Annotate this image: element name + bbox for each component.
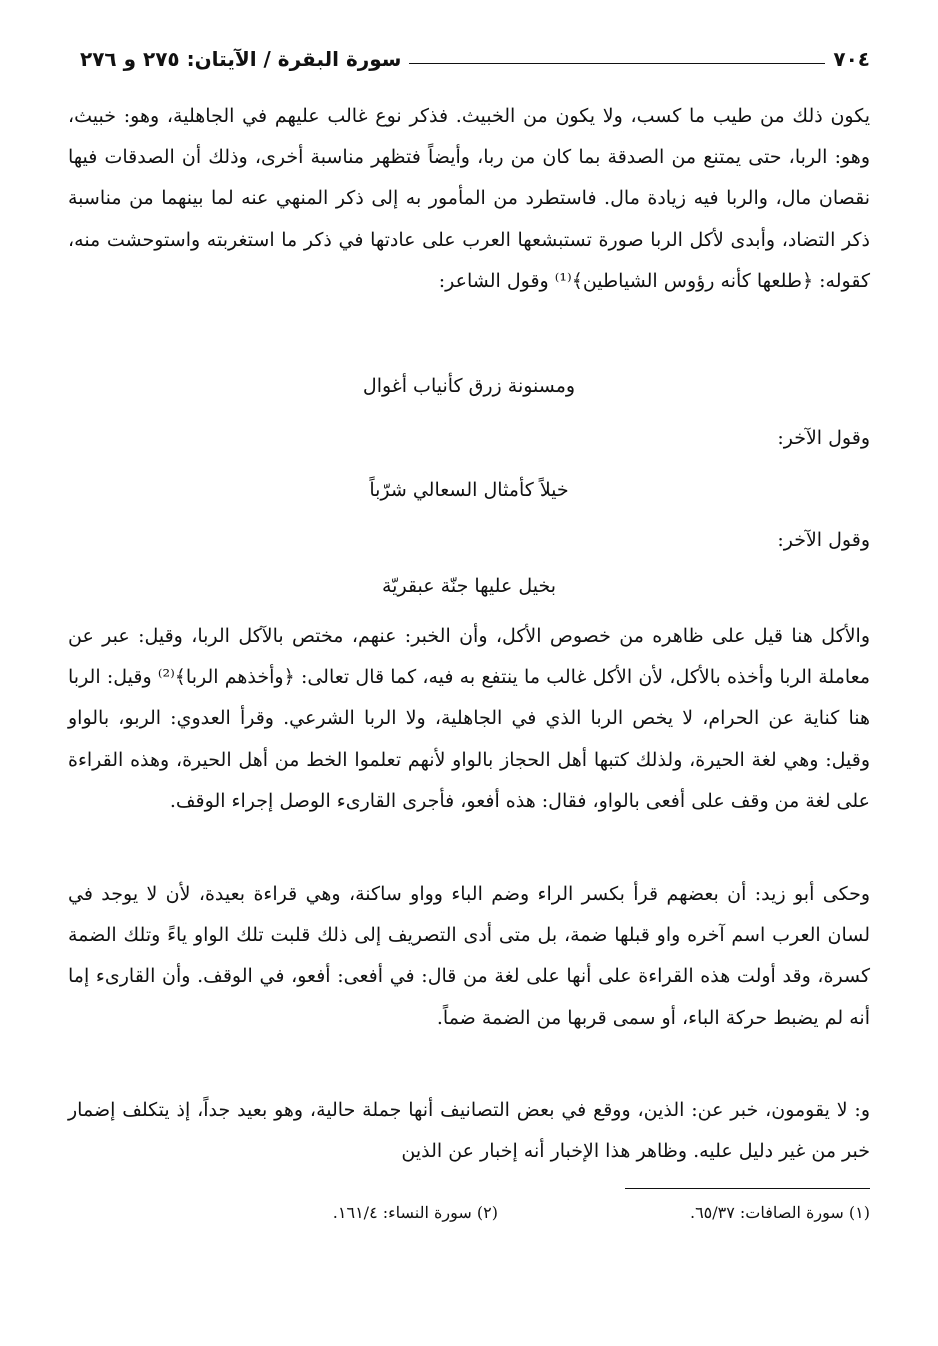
footnote-separator [625,1188,870,1189]
paragraph-4: و: لا يقومون، خبر عن: الذين، ووقع في بعض التصانيف أنها جملة حالية، وهو بعيد جداً، إذ يتكلف إضمار خبر من غير دليل عليه. وظاهر هذا الإخبار أنه إخبار عن الذين [68,1099,870,1163]
verse-3: بخيل عليها جنّة عبقريّة [381,575,556,597]
page-header [80,42,870,76]
page-number: ٧٠٤ [833,47,870,71]
paragraph-3: وحكى أبو زيد: أن بعضهم قرأ بكسر الراء وضم الباء وواو ساكنة، وهي قراءة بعيدة، لأن لا يوجد في لسان العرب اسم آخره واو قبلها ضمة، بل متى أدى التصريف إلى ذلك قلبت تلك الواو ياءً وتلك الضمة كسرة، وقد أولت هذه القراءة على أنها على لغة من قال: في أفعى: أفعو، في الوقف. وأن القارىء إما أنه لم يضبط حركة الباء، أو سمى قربها من الضمة ضماً. [68,883,870,1029]
header-rule [409,63,825,64]
surah-title: سورة البقرة / الآيتان: ٢٧٥ و ٢٧٦ [80,47,402,71]
paragraph-1: يكون ذلك من طيب ما كسب، ولا يكون من الخبيث. فذكر نوع غالب عليهم في الجاهلية، وهو: خبيث، وهو: الربا، حتى يمتنع من الصدقة بما كان من ربا، وأيضاً فتظهر مناسبة أخرى، وذلك أن الصدقات فيها نقصان مال، والربا فيه زيادة مال. فاستطرد من المأمور به إلى ذكر المنهي عنه لما بينهما من مناسبة ذكر التضاد، وأبدى لأكل الربا صورة تستبشعها العرب على عادتها في ذكر ما استغربته واستوحشت منه، كقوله: ﴿طلعها كأنه رؤوس الشياطين﴾⁽¹⁾ وقول الشاعر: [68,105,870,292]
verse-1: ومسنونة زرق كأنياب أغوال [362,375,576,397]
verse-intro-2: وقول الآخر: [777,427,870,449]
paragraph-2: والأكل هنا قيل على ظاهره من خصوص الأكل، وأن الخبر: عنهم، مختص بالآكل الربا، وقيل: عبر عن معاملة الربا وأخذه بالأكل، لأن الأكل غالب ما ينتفع به فيه، كما قال تعالى: ﴿وأخذهم الربا﴾⁽²⁾ وقيل: الربا هنا كناية عن الحرام، لا يخص الربا الذي في الجاهلية، ولا الربا الشرعي. وقرأ العدوي: الربو، بالواو وقيل: وهي لغة الحيرة، ولذلك كتبها أهل الحجاز بالواو لأنهم تعلموا الخط من أهل الحيرة، وهذه القراءة على لغة من وقف على أفعى بالواو، فقال: هذه أفعو، فأجرى القارىء الوصل إجراء الوقف. [68,625,871,812]
verse-2: خيلاً كأمثال السعالي شرّباً [369,479,569,501]
footnote-2: (٢) سورة النساء: ١٦١/٤. [332,1203,498,1222]
verse-intro-3: وقول الآخر: [777,529,870,551]
footnote-1: (١) سورة الصافات: ٦٥/٣٧. [689,1203,870,1222]
